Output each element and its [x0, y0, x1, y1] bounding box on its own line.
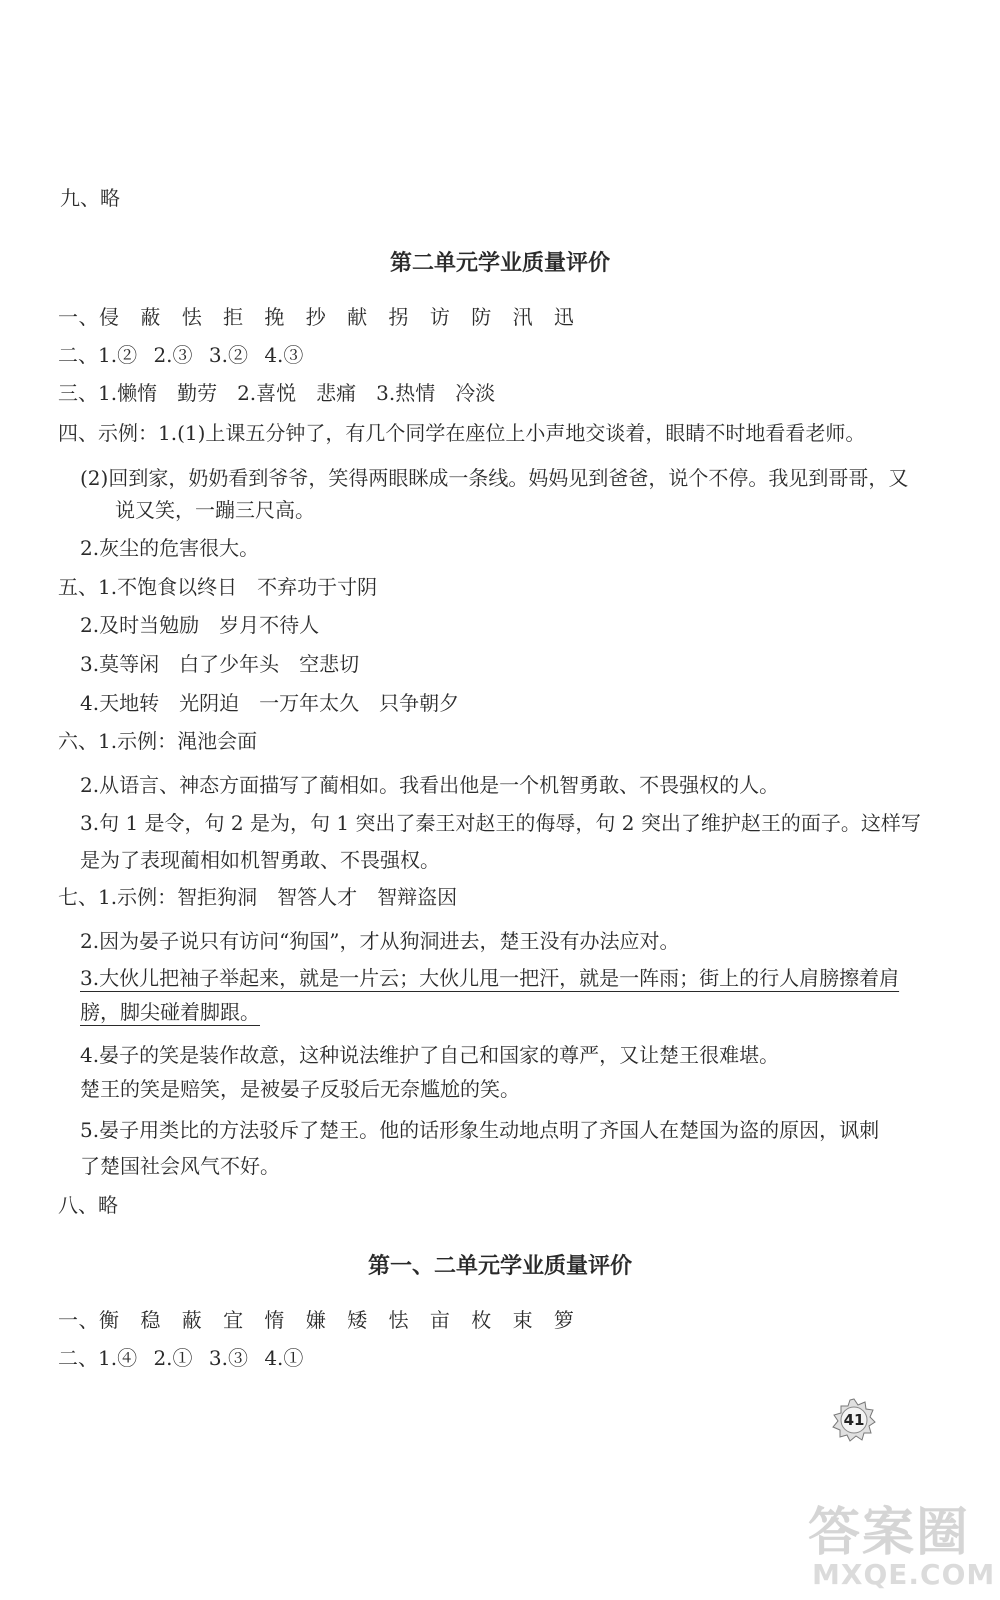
unit2-q5-4: 4.天地转 光阴迫 一万年太久 只争朝夕 — [80, 691, 460, 715]
unit2-q4-2b: 说又笑，一蹦三尺高。 — [115, 498, 315, 522]
unit2-q8: 八、略 — [58, 1193, 118, 1217]
unit12-q2: 二、1.④ 2.① 3.③ 4.① — [58, 1346, 304, 1370]
unit2-q4-3: 2.灰尘的危害很大。 — [80, 536, 260, 560]
unit2-q6-3b: 是为了表现蔺相如机智勇敢、不畏强权。 — [80, 848, 440, 872]
unit2-q2: 二、1.② 2.③ 3.② 4.③ — [58, 343, 304, 367]
watermark-logo — [808, 1490, 996, 1595]
unit2-title: 第二单元学业质量评价 — [389, 251, 610, 276]
unit2-q7-3a: 3.大伙儿把袖子举起来，就是一片云；大伙儿甩一把汗，就是一阵雨；街上的行人肩膀擦着肩 — [80, 966, 900, 990]
unit2-q6-3a: 3.句 1 是令，句 2 是为，句 1 突出了秦王对赵王的侮辱，句 2 突出了维护赵王的面子。这样写 — [80, 811, 921, 835]
unit2-q7-2: 2.因为晏子说只有访问“狗国”，才从狗洞进去，楚王没有办法应对。 — [80, 929, 680, 953]
watermark-bottom-text: MXQE.COM — [812, 1558, 996, 1591]
unit2-q6-1: 六、1.示例：渑池会面 — [58, 729, 258, 753]
unit2-q5-2: 2.及时当勉励 岁月不待人 — [80, 613, 320, 637]
unit12-q1: 一、衡 稳 蔽 宜 惰 嫌 矮 怯 亩 枚 束 箩 — [58, 1308, 575, 1332]
unit2-q7-5b: 了楚国社会风气不好。 — [80, 1154, 280, 1178]
unit12-title: 第一、二单元学业质量评价 — [367, 1254, 632, 1279]
unit2-q7-4b: 楚王的笑是赔笑，是被晏子反驳后无奈尴尬的笑。 — [80, 1077, 520, 1101]
unit2-q3: 三、1.懒惰 勤劳 2.喜悦 悲痛 3.热情 冷淡 — [58, 381, 496, 405]
unit2-q7-1: 七、1.示例：智拒狗洞 智答人才 智辩盗因 — [58, 885, 458, 909]
page-number: 41 — [843, 1411, 865, 1429]
item-9: 九、略 — [60, 186, 120, 210]
unit2-q4-1: 四、示例：1.(1)上课五分钟了，有几个同学在座位上小声地交谈着，眼睛不时地看看老师。 — [58, 421, 866, 445]
unit2-q1: 一、侵 蔽 怯 拒 挽 抄 献 拐 访 防 汛 迅 — [58, 305, 575, 329]
page-number-badge — [832, 1398, 876, 1442]
unit2-q5-3: 3.莫等闲 白了少年头 空悲切 — [80, 652, 360, 676]
unit2-q7-5a: 5.晏子用类比的方法驳斥了楚王。他的话形象生动地点明了齐国人在楚国为盗的原因，讽刺 — [80, 1118, 880, 1142]
unit2-q6-2: 2.从语言、神态方面描写了蔺相如。我看出他是一个机智勇敢、不畏强权的人。 — [80, 773, 780, 797]
unit2-q7-3b: 膀，脚尖碰着脚跟。 — [80, 1000, 260, 1024]
watermark-top-text: 答案圈 — [808, 1503, 971, 1563]
unit2-q4-2a: (2)回到家，奶奶看到爷爷，笑得两眼眯成一条线。妈妈见到爸爸，说个不停。我见到哥哥，又 — [80, 466, 909, 490]
unit2-q5-1: 五、1.不饱食以终日 不弃功于寸阴 — [58, 575, 378, 599]
unit2-q7-4a: 4.晏子的笑是装作故意，这种说法维护了自己和国家的尊严，又让楚王很难堪。 — [80, 1043, 780, 1067]
